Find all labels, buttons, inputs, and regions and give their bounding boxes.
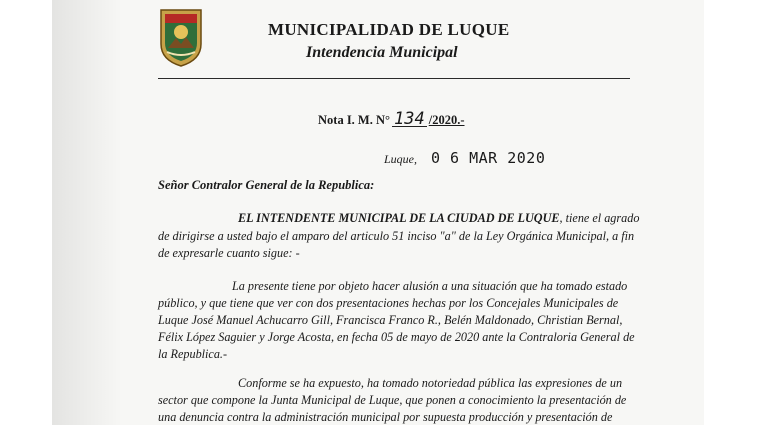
para2-line5: la Republica.- bbox=[158, 347, 228, 361]
paper-shadow bbox=[52, 0, 122, 425]
para1-l1-rest: , tiene el agrado bbox=[559, 211, 640, 225]
para1-lead: EL INTENDENTE MUNICIPAL DE LA CIUDAD DE LUQUE bbox=[238, 211, 560, 225]
para2-line2: público, y que tiene que ver con dos presentaciones hechas por los Concejales Municipales de bbox=[158, 296, 619, 310]
note-prefix: Nota I. M. N° bbox=[318, 113, 391, 127]
date-stamp: 0 6 MAR 2020 bbox=[431, 149, 546, 167]
para3-line3: una denuncia contra la administración municipal por supuesta producción y presentación de bbox=[158, 410, 613, 424]
salutation: Señor Contralor General de la Republica: bbox=[158, 178, 375, 192]
date-line bbox=[384, 149, 545, 167]
para1-line2: de dirigirse a usted bajo el amparo del articulo 51 inciso "a" de la Ley Orgánica Municipal, a fin bbox=[158, 229, 635, 243]
para2-line1: La presente tiene por objeto hacer alusión a una situación que ha tomado estado bbox=[232, 279, 628, 293]
note-number: 134 bbox=[394, 109, 425, 129]
para1-line3: de expresarle cuanto sigue: - bbox=[158, 246, 300, 260]
department-subtitle: Intendencia Municipal bbox=[306, 44, 458, 61]
para2-line3: Luque José Manuel Achucarro Gill, Francisca Franco R., Belén Maldonado, Christian Bernal, bbox=[158, 313, 623, 327]
municipality-title: MUNICIPALIDAD DE LUQUE bbox=[268, 20, 510, 39]
para1-line1 bbox=[238, 211, 639, 226]
header-divider bbox=[158, 78, 630, 79]
note-year: /2020.- bbox=[428, 113, 465, 127]
para2-line4: Félix López Saguier y Jorge Acosta, en fecha 05 de mayo de 2020 ante la Contraloria General de bbox=[158, 330, 635, 344]
coat-of-arms-icon bbox=[158, 8, 204, 68]
note-reference bbox=[318, 109, 465, 129]
para3-line1: Conforme se ha expuesto, ha tomado notoriedad pública las expresiones de un bbox=[238, 376, 623, 390]
date-place: Luque, bbox=[384, 152, 417, 166]
para3-line2: sector que compone la Junta Municipal de Luque, que ponen a conocimiento la presentación de bbox=[158, 393, 627, 407]
